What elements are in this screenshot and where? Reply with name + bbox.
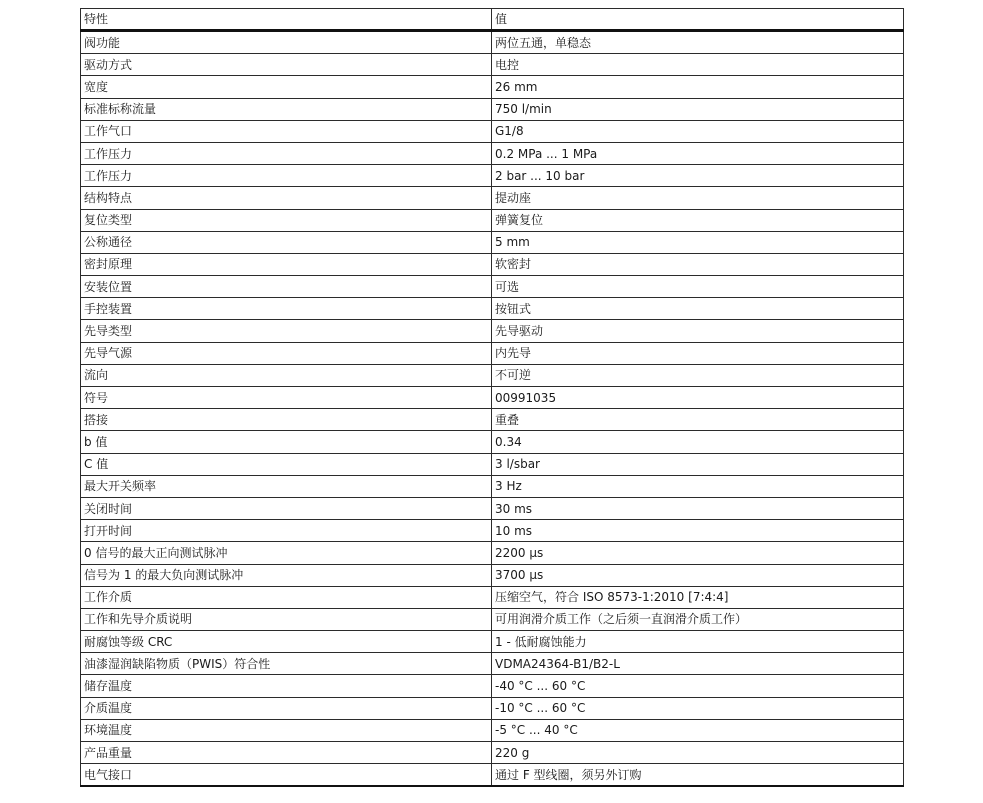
property-cell: 最大开关频率 <box>81 475 492 497</box>
value-cell: 2200 µs <box>492 542 904 564</box>
table-row <box>81 98 904 120</box>
table-row <box>81 764 904 787</box>
property-cell: 公称通径 <box>81 231 492 253</box>
table-row <box>81 364 904 386</box>
property-cell: 密封原理 <box>81 253 492 275</box>
property-cell: 结构特点 <box>81 187 492 209</box>
property-cell: 复位类型 <box>81 209 492 231</box>
table-row <box>81 497 904 519</box>
value-cell: 不可逆 <box>492 364 904 386</box>
value-cell: 3700 µs <box>492 564 904 586</box>
table-row <box>81 342 904 364</box>
property-cell: 工作气口 <box>81 120 492 142</box>
table-row <box>81 387 904 409</box>
table-row <box>81 120 904 142</box>
property-cell: 关闭时间 <box>81 497 492 519</box>
value-cell: 0.34 <box>492 431 904 453</box>
property-cell: 储存温度 <box>81 675 492 697</box>
property-cell: 安装位置 <box>81 276 492 298</box>
value-cell: 10 ms <box>492 520 904 542</box>
value-cell: 26 mm <box>492 76 904 98</box>
value-cell: 3 Hz <box>492 475 904 497</box>
table-row <box>81 431 904 453</box>
value-cell: 压缩空气，符合 ISO 8573-1:2010 [7:4:4] <box>492 586 904 608</box>
value-cell: 按钮式 <box>492 298 904 320</box>
value-cell: 电控 <box>492 54 904 76</box>
table-row <box>81 31 904 54</box>
header-value: 值 <box>492 9 904 31</box>
value-cell: 00991035 <box>492 387 904 409</box>
property-cell: 搭接 <box>81 409 492 431</box>
property-cell: 标准标称流量 <box>81 98 492 120</box>
property-cell: b 值 <box>81 431 492 453</box>
table-row <box>81 320 904 342</box>
value-cell: 750 l/min <box>492 98 904 120</box>
property-cell: 流向 <box>81 364 492 386</box>
value-cell: 内先导 <box>492 342 904 364</box>
value-cell: 3 l/sbar <box>492 453 904 475</box>
table-header-row <box>81 9 904 31</box>
table-row <box>81 586 904 608</box>
table-row <box>81 520 904 542</box>
property-cell: 介质温度 <box>81 697 492 719</box>
property-cell: 宽度 <box>81 76 492 98</box>
table-body <box>81 31 904 787</box>
table-row <box>81 165 904 187</box>
value-cell: -5 °C ... 40 °C <box>492 719 904 741</box>
value-cell: 可选 <box>492 276 904 298</box>
table-row <box>81 253 904 275</box>
value-cell: 220 g <box>492 742 904 764</box>
table-row <box>81 142 904 164</box>
property-cell: 工作压力 <box>81 142 492 164</box>
specification-table <box>80 8 904 787</box>
property-cell: 手控装置 <box>81 298 492 320</box>
value-cell: 通过 F 型线圈，须另外订购 <box>492 764 904 787</box>
table-row <box>81 719 904 741</box>
property-cell: 工作和先导介质说明 <box>81 608 492 630</box>
table-row <box>81 409 904 431</box>
value-cell: 5 mm <box>492 231 904 253</box>
table-row <box>81 276 904 298</box>
table-row <box>81 209 904 231</box>
value-cell: G1/8 <box>492 120 904 142</box>
value-cell: 两位五通，单稳态 <box>492 31 904 54</box>
value-cell: -40 °C ... 60 °C <box>492 675 904 697</box>
property-cell: 符号 <box>81 387 492 409</box>
property-cell: 工作介质 <box>81 586 492 608</box>
value-cell: 1 - 低耐腐蚀能力 <box>492 631 904 653</box>
table-row <box>81 697 904 719</box>
property-cell: 产品重量 <box>81 742 492 764</box>
table-row <box>81 608 904 630</box>
value-cell: 0.2 MPa ... 1 MPa <box>492 142 904 164</box>
table-row <box>81 298 904 320</box>
value-cell: 先导驱动 <box>492 320 904 342</box>
property-cell: 0 信号的最大正向测试脉冲 <box>81 542 492 564</box>
table-row <box>81 742 904 764</box>
property-cell: 环境温度 <box>81 719 492 741</box>
property-cell: 驱动方式 <box>81 54 492 76</box>
property-cell: 油漆湿润缺陷物质（PWIS）符合性 <box>81 653 492 675</box>
value-cell: 可用润滑介质工作（之后须一直润滑介质工作） <box>492 608 904 630</box>
value-cell: VDMA24364-B1/B2-L <box>492 653 904 675</box>
value-cell: 30 ms <box>492 497 904 519</box>
property-cell: 耐腐蚀等级 CRC <box>81 631 492 653</box>
table-row <box>81 187 904 209</box>
table-row <box>81 54 904 76</box>
property-cell: C 值 <box>81 453 492 475</box>
value-cell: 提动座 <box>492 187 904 209</box>
property-cell: 阀功能 <box>81 31 492 54</box>
property-cell: 打开时间 <box>81 520 492 542</box>
property-cell: 工作压力 <box>81 165 492 187</box>
header-property: 特性 <box>81 9 492 31</box>
value-cell: -10 °C ... 60 °C <box>492 697 904 719</box>
property-cell: 信号为 1 的最大负向测试脉冲 <box>81 564 492 586</box>
table-row <box>81 653 904 675</box>
property-cell: 先导气源 <box>81 342 492 364</box>
value-cell: 重叠 <box>492 409 904 431</box>
value-cell: 2 bar ... 10 bar <box>492 165 904 187</box>
table-row <box>81 231 904 253</box>
table-row <box>81 542 904 564</box>
table-row <box>81 475 904 497</box>
table-row <box>81 631 904 653</box>
value-cell: 软密封 <box>492 253 904 275</box>
table-row <box>81 76 904 98</box>
table-row <box>81 675 904 697</box>
value-cell: 弹簧复位 <box>492 209 904 231</box>
table-row <box>81 453 904 475</box>
property-cell: 先导类型 <box>81 320 492 342</box>
property-cell: 电气接口 <box>81 764 492 787</box>
table-row <box>81 564 904 586</box>
